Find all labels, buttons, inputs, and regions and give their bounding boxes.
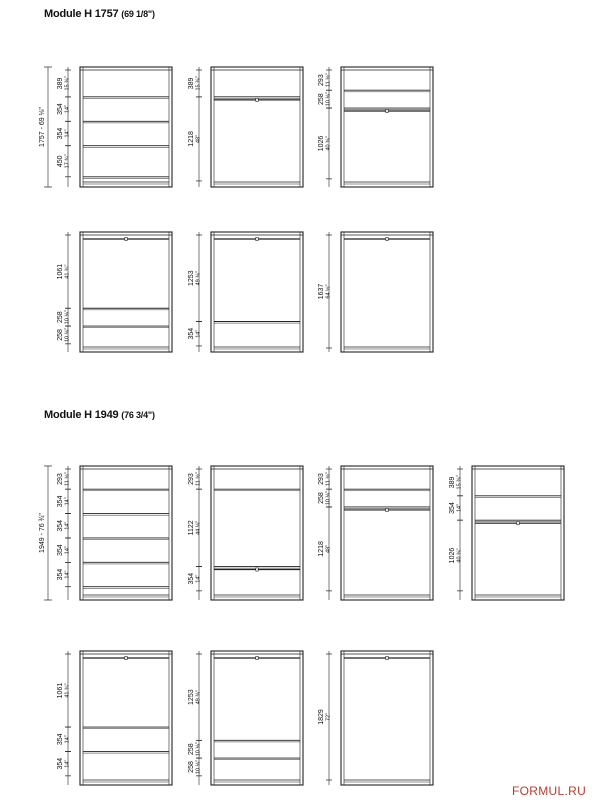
- dimension-label-mm: 354: [188, 572, 195, 585]
- dimension-label-in: 11 ½": [325, 73, 332, 88]
- dimension-label-in: 49 ⅜": [195, 690, 202, 705]
- section-title-text: Module H 1757: [44, 8, 119, 20]
- dimension-label-in: 14": [64, 570, 71, 579]
- dimension-label-in: 10 ⅛": [325, 490, 332, 506]
- module-frame: [211, 466, 303, 600]
- rail-bracket: [256, 98, 258, 101]
- section-title-text: Module H 1949: [44, 409, 119, 421]
- dimension-label-mm: 258: [318, 492, 325, 504]
- dimension-label-in: 64 ½": [325, 284, 332, 299]
- dimension-label-in: 15 ⅜": [456, 475, 463, 490]
- module-elevation: [57, 651, 172, 785]
- dimension-label-mm: 354: [57, 757, 64, 770]
- dimension-label-mm: 1218: [188, 131, 195, 147]
- module-elevation: [188, 651, 303, 785]
- dimension-label-in: 10 ⅛": [64, 327, 71, 343]
- rail-bracket: [517, 522, 519, 525]
- dimension-label-mm: 1061: [57, 263, 64, 280]
- dimension-label-in: 14": [195, 574, 202, 583]
- module-frame: [80, 466, 172, 600]
- module-frame: [80, 67, 172, 187]
- dimension-label-in: 17 ¾": [64, 154, 71, 169]
- dimension-label-in: 10 ⅛": [195, 742, 202, 757]
- rail-bracket: [125, 656, 127, 659]
- dimension-label-mm: 1829: [318, 709, 325, 725]
- dimension-label-in: 11 ½": [195, 472, 202, 486]
- dimension-label-in: 14": [64, 129, 71, 138]
- module-elevation: [318, 232, 433, 352]
- rail-bracket: [386, 109, 388, 112]
- rail-bracket: [386, 237, 388, 240]
- rail-bracket: [256, 568, 258, 571]
- dimension-label-mm: 1253: [188, 689, 195, 705]
- dimension-label-mm: 258: [57, 311, 64, 323]
- module-frame: [80, 651, 172, 785]
- dimension-label-in: 15 ⅜": [195, 76, 202, 91]
- rail-bracket: [256, 656, 258, 659]
- rail-bracket: [256, 237, 258, 240]
- dimension-label-in: 41 ¾": [64, 683, 71, 698]
- dimension-label-in: 48": [195, 134, 202, 143]
- dimension-label-mm: 293: [318, 74, 325, 86]
- dimension-label-in: 10 ⅛": [64, 310, 71, 325]
- module-frame: [472, 466, 564, 600]
- total-height-label: 1949 - 76 ¾": [39, 513, 46, 553]
- rail-bracket: [125, 237, 127, 240]
- dimension-label-mm: 1026: [449, 547, 456, 564]
- module-elevation: [318, 466, 433, 600]
- dimension-label-in: 72": [325, 712, 332, 722]
- module-frame: [341, 466, 433, 600]
- dimension-label-in: 14": [456, 503, 463, 513]
- dimension-label-mm: 354: [57, 495, 64, 508]
- dimension-label-in: 10 ⅛": [195, 759, 202, 775]
- dimension-label-in: 14": [64, 497, 71, 506]
- dimension-label-in: 11 ½": [325, 472, 332, 486]
- dimension-label-mm: 354: [57, 733, 64, 746]
- dimension-label-mm: 450: [57, 155, 64, 168]
- dimension-label-mm: 389: [449, 476, 456, 489]
- dimension-label-mm: 354: [57, 519, 64, 532]
- dimension-label-mm: 258: [188, 743, 195, 756]
- module-elevation: [449, 466, 564, 600]
- dimension-label-in: 40 ⅜": [456, 548, 463, 563]
- dimension-label-mm: 293: [188, 473, 195, 485]
- section-subtitle: (69 1/8"): [121, 9, 155, 19]
- dimension-label-mm: 258: [57, 329, 64, 341]
- dimension-label-mm: 389: [188, 77, 195, 90]
- dimension-label-in: 14": [64, 735, 71, 744]
- dimension-label-in: 48": [325, 544, 332, 553]
- dimension-label-mm: 354: [188, 327, 195, 340]
- module-elevation: [57, 232, 172, 352]
- dimension-label-mm: 389: [57, 77, 64, 90]
- module-frame: [341, 67, 433, 187]
- section-subtitle: (76 3/4"): [121, 410, 155, 420]
- module-frame: [211, 651, 303, 785]
- watermark: FORMUL.RU: [512, 784, 587, 798]
- dimension-label-mm: 1061: [57, 682, 64, 699]
- dimension-label-in: 49 ⅜": [195, 271, 202, 286]
- module-elevation: [318, 67, 433, 187]
- module-frame: [341, 232, 433, 352]
- dimension-label-mm: 1026: [318, 135, 325, 152]
- module-elevation: [318, 651, 433, 785]
- module-frame: [211, 67, 303, 187]
- dimension-label-mm: 293: [57, 473, 64, 485]
- rail-bracket: [386, 656, 388, 659]
- rail-bracket: [386, 508, 388, 511]
- dimension-label-in: 11 ½": [64, 472, 71, 486]
- dimension-label-in: 14": [64, 546, 71, 555]
- dimension-label-mm: 1218: [318, 541, 325, 557]
- module-elevation: [188, 466, 303, 600]
- module-elevation: [39, 466, 172, 600]
- dimension-label-mm: 1637: [318, 283, 325, 300]
- dimension-label-mm: 354: [449, 502, 456, 514]
- module-frame: [80, 232, 172, 352]
- dimension-label-in: 14": [64, 105, 71, 114]
- total-height-label: 1757 - 69 ⅛": [39, 107, 46, 147]
- dimension-label-mm: 258: [318, 93, 325, 105]
- dimension-label-in: 44 ⅛": [195, 520, 202, 535]
- dimension-label-mm: 354: [57, 568, 64, 581]
- dimension-label-mm: 258: [188, 761, 195, 773]
- dimension-label-mm: 354: [57, 103, 64, 115]
- dimension-label-in: 10 ⅛": [325, 92, 332, 107]
- module-frame: [211, 232, 303, 352]
- module-elevation: [39, 67, 172, 187]
- dimension-label-in: 14": [195, 329, 202, 338]
- dimension-label-in: 15 ⅜": [64, 76, 71, 91]
- module-elevation: [188, 232, 303, 352]
- dimension-label-mm: 293: [318, 473, 325, 485]
- module-frame: [341, 651, 433, 785]
- dimension-label-mm: 1122: [188, 520, 195, 536]
- dimension-label-mm: 354: [57, 127, 64, 140]
- dimension-label-in: 14": [64, 521, 71, 530]
- dimension-label-mm: 354: [57, 544, 64, 556]
- dimension-label-in: 40 ⅜": [325, 136, 332, 151]
- module-elevation: [188, 67, 303, 187]
- dimension-label-in: 41 ¾": [64, 264, 71, 279]
- dimension-label-mm: 1253: [188, 270, 195, 287]
- dimension-label-in: 14": [64, 759, 71, 768]
